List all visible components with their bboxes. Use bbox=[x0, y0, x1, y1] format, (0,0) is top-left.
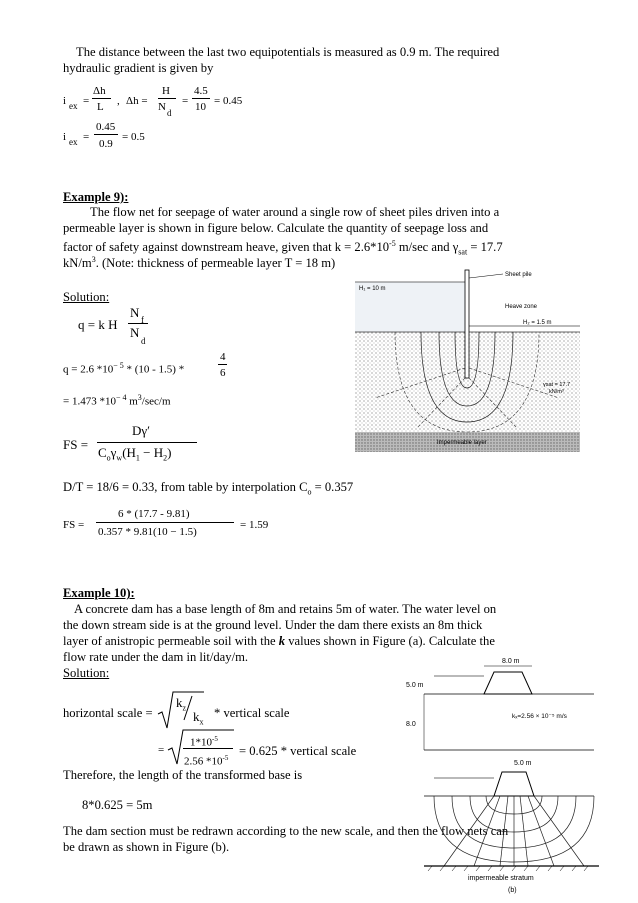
ex9-solution-label: Solution: bbox=[63, 290, 110, 304]
ex10-text-2: the down stream side is at the ground level. Under the dam there exists an 8m thick bbox=[63, 618, 483, 632]
ex9-text-3: factor of safety against downstream heave, given that $k = 2.6*10^{-5}$ m/sec and $\gamma_{sat} = 17.7$ bbox=[63, 239, 503, 257]
ex9-text-4: $kN/m^3$. (Note: thickness of permeable layer T = 18 m) bbox=[63, 255, 336, 271]
depth-8-label: 8.0 bbox=[406, 721, 416, 728]
water-5m-label: 5.0 m bbox=[406, 682, 424, 689]
intro-line-1: The distance between the last two equipotentials is measured as 0.9 m. The required bbox=[76, 45, 500, 59]
intro-line-2: hydraulic gradient is given by bbox=[63, 61, 214, 75]
transformed-base-calc: 8*0.625 = 5m bbox=[82, 798, 153, 812]
dt-ratio-line: D/T = 18/6 = 0.33, from table by interpolation $C_o = 0.357$ bbox=[63, 480, 354, 497]
base-8m-label: 8.0 m bbox=[502, 658, 520, 665]
heave-zone-label: Heave zone bbox=[505, 304, 538, 310]
therefore-line: Therefore, the length of the transformed base is bbox=[63, 768, 303, 782]
gamma-unit-label: kN/m³ bbox=[549, 389, 564, 395]
example-10-title: Example 10): bbox=[63, 586, 135, 600]
ex10-text-1: A concrete dam has a base length of 8m and retains 5m of water. The water level on bbox=[74, 602, 497, 616]
figure-b-label: (b) bbox=[508, 887, 517, 894]
ex10-text-3: layer of anistropic permeable soil with the k values shown in Figure (a). Calculate the bbox=[63, 634, 495, 648]
ex10-solution-label: Solution: bbox=[63, 666, 110, 680]
dam-flow-net-figure bbox=[404, 654, 604, 898]
h2-label: H₂ = 1.5 m bbox=[523, 320, 552, 326]
sheet-pile-flow-net-figure bbox=[355, 268, 580, 458]
seepage-result: = 1.473 $*10^{- 4}$ $m^3/\sec/m$ bbox=[63, 393, 171, 408]
ex10-end-2: be drawn as shown in Figure (b). bbox=[63, 840, 230, 854]
ex9-text-2: permeable layer is shown in figure below. Calculate the quantity of seepage loss and bbox=[63, 221, 489, 235]
gamma-sat-label: γsat = 17.7 bbox=[543, 382, 571, 388]
ex10-end-1: The dam section must be redrawn according to the new scale, and then the flow nets can bbox=[63, 824, 509, 838]
impermeable-stratum-label: impermeable stratum bbox=[468, 875, 534, 882]
h1-label: H₁ = 10 m bbox=[359, 286, 386, 292]
sheet-pile-label: Sheet pile bbox=[505, 272, 532, 278]
ex9-text-1: The flow net for seepage of water around a single row of sheet piles driven into a bbox=[90, 205, 500, 219]
impermeable-layer-label: Impermeable layer bbox=[437, 440, 487, 446]
example-9-title: Example 9): bbox=[63, 190, 129, 204]
ex10-text-4: flow rate under the dam in lit/day/m. bbox=[63, 650, 249, 664]
kx-label: kₓ=2.56 × 10⁻⁵ m/s bbox=[512, 713, 567, 720]
base-5m-label: 5.0 m bbox=[514, 760, 532, 767]
